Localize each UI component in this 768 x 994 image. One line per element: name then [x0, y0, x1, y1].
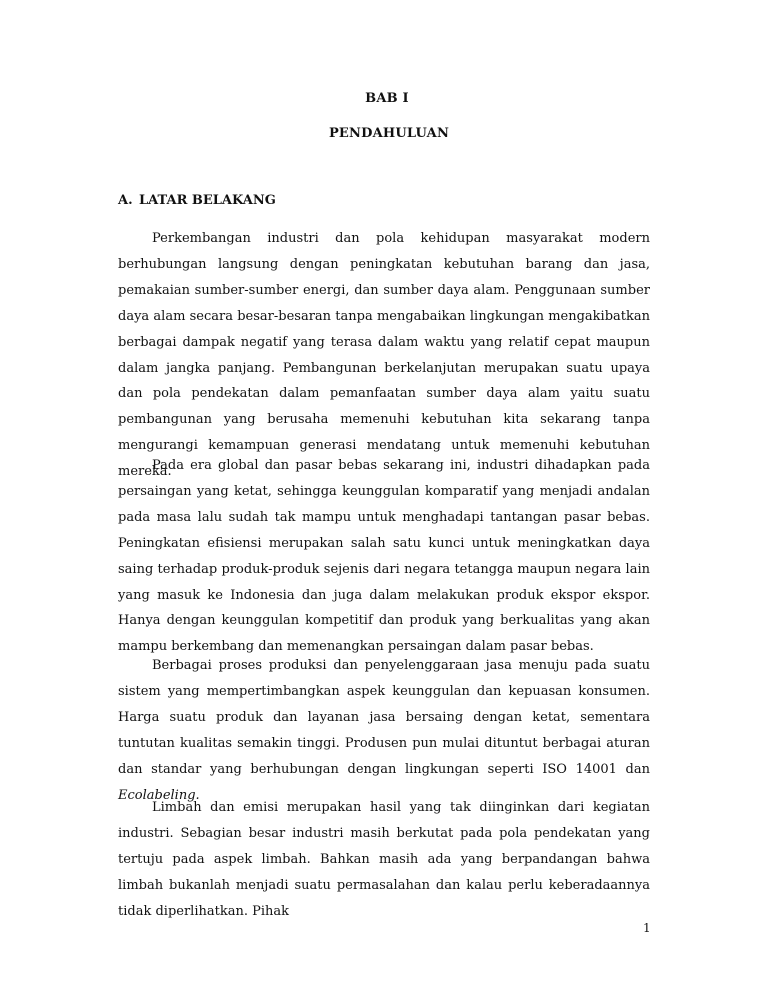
paragraph-1-text: Perkembangan industri dan pola kehidupan masyarakat modern berhubungan langsung dengan peningkatan kebutuhan barang dan jasa, pemakaian sumber-sumber energi, dan sumber daya alam. Penggunaan sumber daya alam secara besar-besaran tanpa mengabaikan lingkungan mengakibatkan berbagai dampak negatif yang terasa dalam waktu yang relatif cepat maupun dalam jangka panjang. Pembangunan berkelanjutan merupakan suatu upaya dan pola pendekatan dalam pemanfaatan sumber daya alam yaitu suatu pembangunan yang berusaha memenuhi kebutuhan kita sekarang tanpa mengurangi kemampuan generasi mendatang untuk memenuhi kebutuhan mereka. [118, 231, 650, 480]
paragraph-3-italic-term: Ecolabeling. [118, 787, 200, 803]
paragraph-3-text [118, 653, 650, 808]
paragraph-2-text: Pada era global dan pasar bebas sekarang ini, industri dihadapkan pada persaingan yang ketat, sehingga keunggulan komparatif yang menjadi andalan pada masa lalu sudah tak mampu untuk menghadapi tantangan pasar bebas. Peningkatan efisiensi merupakan salah satu kunci untuk meningkatkan daya saing terhadap produk-produk sejenis dari negara tetangga maupun negara lain yang masuk ke Indonesia dan juga dalam melakukan produk ekspor ekspor. Hanya dengan keunggulan kompetitif dan produk yang berkualitas yang akan mampu berkembang dan memenangkan persaingan dalam pasar bebas. [118, 458, 650, 655]
paragraph-3-main: Berbagai proses produksi dan penyelenggaraan jasa menuju pada suatu sistem yang mempertimbangkan aspek keunggulan dan kepuasan konsumen. Harga suatu produk dan layanan jasa bersaing dengan ketat, sementara tuntutan kualitas semakin tinggi. Produsen pun mulai dituntut berbagai aturan dan standar yang berhubungan dengan lingkungan seperti ISO 14001 dan [118, 658, 650, 777]
section-letter: A. [118, 193, 133, 208]
paragraph-4-text: Limbah dan emisi merupakan hasil yang tak diinginkan dari kegiatan industri. Sebagian besar industri masih berkutat pada pola pendekatan yang tertuju pada aspek limbah. Bahkan masih ada yang berpandangan bahwa limbah bukanlah menjadi suatu permasalahan dan kalau perlu keberadaannya tidak diperlihatkan. Pihak [118, 800, 650, 919]
section-heading [118, 193, 276, 208]
paragraph-4 [118, 795, 650, 925]
paragraph-3 [118, 653, 650, 808]
section-title: LATAR BELAKANG [139, 193, 276, 208]
chapter-title: PENDAHULUAN [328, 126, 450, 141]
paragraph-2 [118, 453, 650, 660]
chapter-number: BAB I [365, 91, 409, 106]
paragraph-1 [118, 226, 650, 485]
page-number: 1 [643, 921, 651, 935]
